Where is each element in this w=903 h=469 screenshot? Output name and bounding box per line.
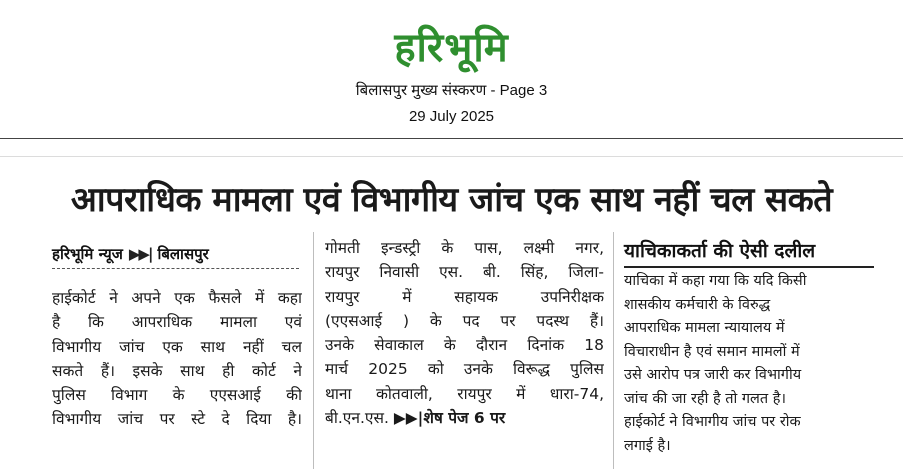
sidebar-line: हाईकोर्ट ने विभागीय जांच पर रोक bbox=[624, 414, 801, 430]
sidebar-column bbox=[624, 270, 874, 469]
article-headline: आपराधिक मामला एवं विभागीय जांच एक साथ नहीं चल सकते bbox=[70, 180, 833, 220]
article-byline bbox=[52, 240, 299, 269]
column-line: सकते हैं। इसके साथ ही कोर्ट ने bbox=[52, 361, 302, 380]
sidebar-line: जांच की जा रही है तो गलत है। bbox=[624, 390, 786, 407]
page-top-divider bbox=[0, 156, 903, 157]
column-line: है कि आपराधिक मामला एवं bbox=[52, 313, 302, 332]
sidebar-line: शासकीय कर्मचारी के विरुद्ध bbox=[624, 296, 771, 313]
sidebar-line: आपराधिक मामला न्यायालय में bbox=[624, 320, 785, 336]
column-line: थाना कोतवाली, रायपुर में धारा-74, bbox=[325, 384, 604, 403]
continued-on-page-link[interactable]: ▶▶|शेष पेज 6 पर bbox=[393, 409, 506, 428]
column-line: बी.एन.एस. bbox=[325, 409, 389, 428]
column-line: रायपुर निवासी एस. बी. सिंह, जिला- bbox=[325, 263, 604, 282]
article-column-1 bbox=[52, 286, 302, 466]
sidebar-line: लगाई है। bbox=[624, 437, 671, 454]
byline-source: हरिभूमि न्यूज bbox=[52, 245, 123, 263]
column-line: पुलिस विभाग के एएसआई की bbox=[52, 386, 302, 405]
column-line: रायपुर में सहायक उपनिरीक्षक bbox=[325, 287, 604, 306]
column-last-line bbox=[325, 406, 604, 430]
column-divider-1 bbox=[313, 232, 314, 469]
column-divider-2 bbox=[613, 232, 614, 469]
newspaper-logo[interactable]: हरिभूमि bbox=[394, 25, 509, 71]
edition-label: बिलासपुर मुख्य संस्करण - Page 3 bbox=[355, 82, 548, 99]
column-line: उनके सेवाकाल के दौरान दिनांक 18 bbox=[325, 336, 604, 355]
sidebar-line: विचाराधीन है एवं समान मामलों में bbox=[624, 343, 800, 360]
masthead bbox=[0, 0, 903, 138]
sidebar-heading: याचिकाकर्ता की ऐसी दलील bbox=[624, 236, 874, 268]
column-line: विभागीय जांच पर स्टे दे दिया है। bbox=[52, 410, 302, 429]
article-column-2 bbox=[325, 236, 604, 466]
sidebar-line: याचिका में कहा गया कि यदि किसी bbox=[624, 273, 807, 289]
column-line: मार्च 2025 को उनके विरूद्ध पुलिस bbox=[325, 360, 604, 379]
masthead-divider bbox=[0, 138, 903, 139]
sidebar-line: उसे आरोप पत्र जारी कर विभागीय bbox=[624, 367, 802, 383]
byline-place: बिलासपुर bbox=[157, 245, 209, 263]
column-line: विभागीय जांच एक साथ नहीं चल bbox=[52, 337, 302, 356]
edition-date: 29 July 2025 bbox=[408, 108, 495, 125]
byline-arrow-icon: ▶▶| bbox=[128, 245, 152, 263]
column-line: हाईकोर्ट ने अपने एक फैसले में कहा bbox=[52, 289, 302, 307]
column-line: गोमती इन्डस्ट्री के पास, लक्ष्मी नगर, bbox=[325, 239, 604, 257]
column-line: (एएसआई ) के पद पर पदस्थ हैं। bbox=[325, 311, 604, 330]
